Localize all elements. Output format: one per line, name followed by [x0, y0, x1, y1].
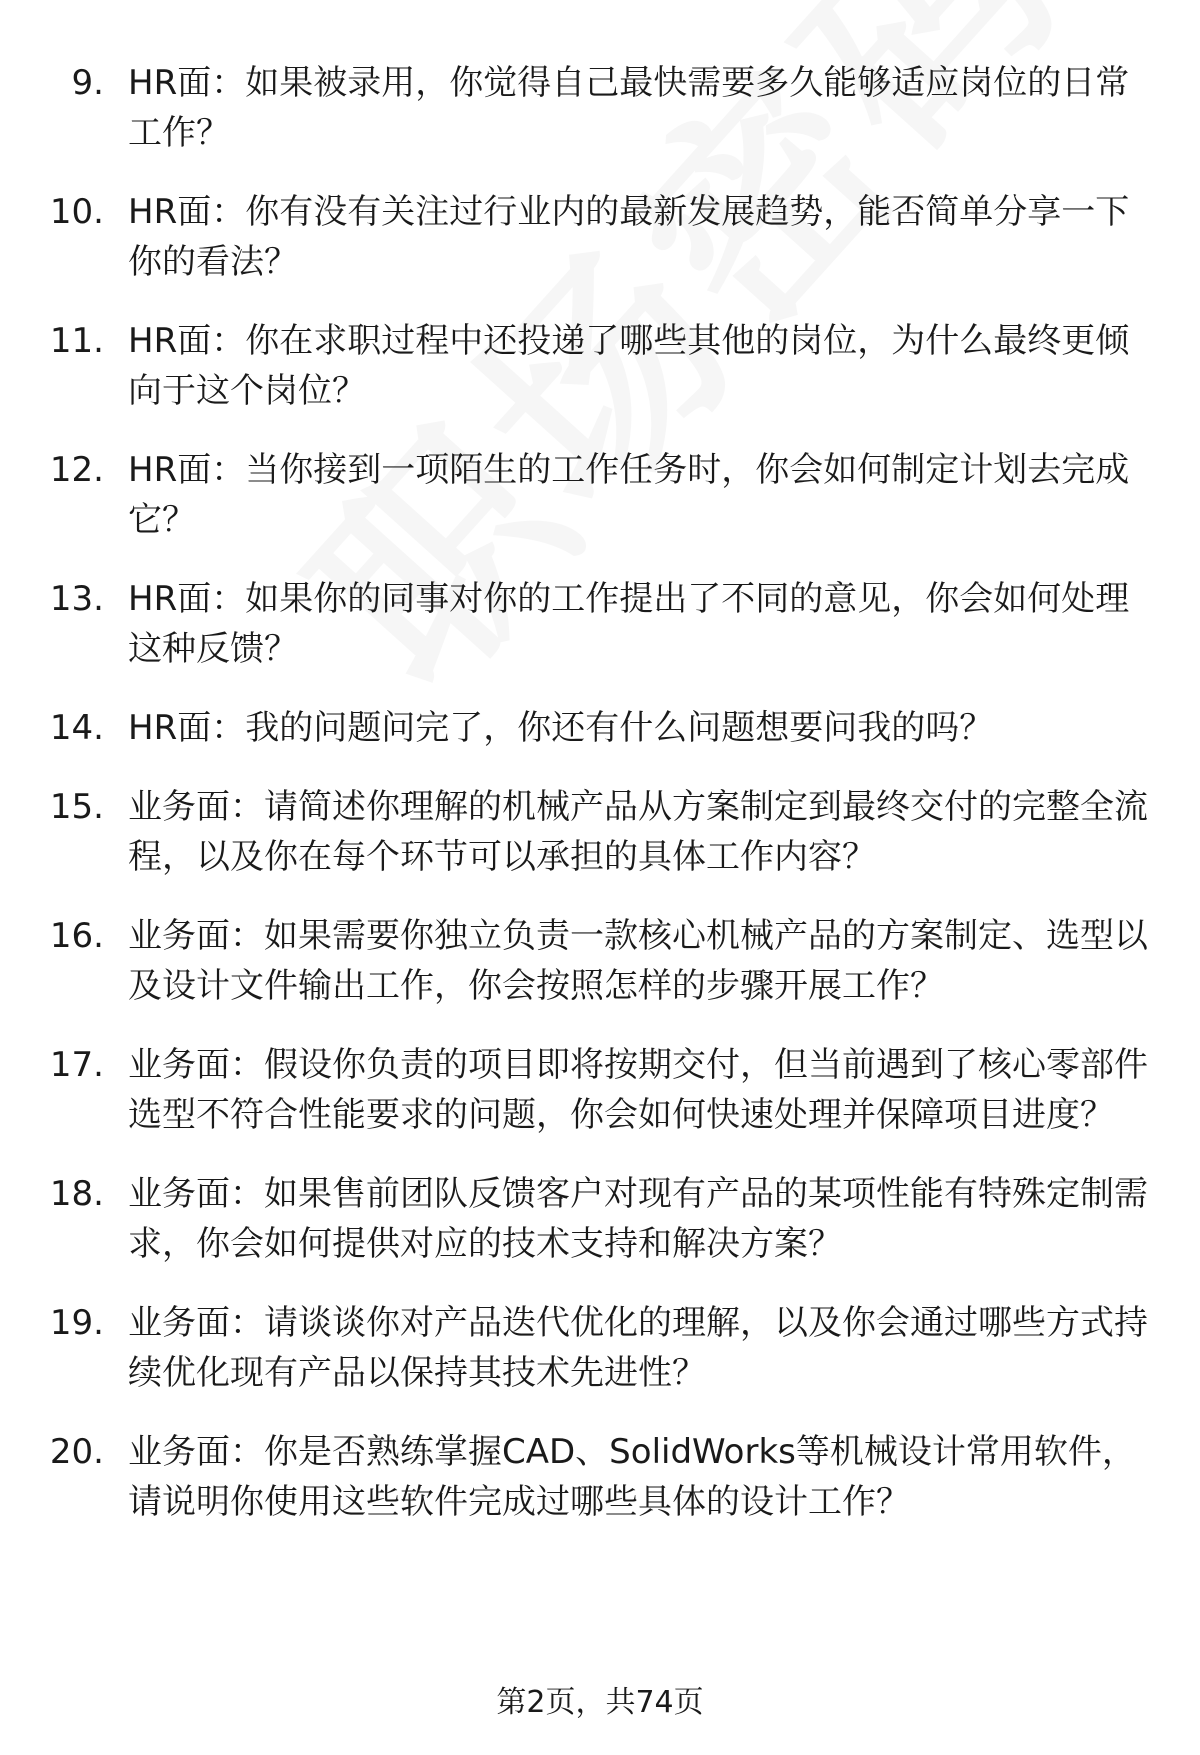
- list-item: [0, 58, 1158, 158]
- question-text: HR面：如果你的同事对你的工作提出了不同的意见，你会如何处理这种反馈？: [128, 579, 1130, 669]
- list-item: [0, 574, 1158, 674]
- question-number: 20.: [49, 1432, 104, 1472]
- question-number: 11.: [49, 321, 104, 361]
- list-item: [0, 187, 1158, 287]
- question-number: 13.: [49, 579, 104, 619]
- question-text: HR面：当你接到一项陌生的工作任务时，你会如何制定计划去完成它？: [128, 450, 1130, 540]
- list-item: [0, 703, 1158, 753]
- question-text: HR面：你在求职过程中还投递了哪些其他的岗位，为什么最终更倾向于这个岗位？: [128, 321, 1130, 411]
- list-item: [0, 1040, 1158, 1140]
- question-text: 业务面：如果售前团队反馈客户对现有产品的某项性能有特殊定制需求，你会如何提供对应的技术支持和解决方案？: [128, 1174, 1148, 1264]
- list-item: [0, 1298, 1158, 1398]
- question-text: 业务面：请简述你理解的机械产品从方案制定到最终交付的完整全流程，以及你在每个环节可以承担的具体工作内容？: [128, 787, 1148, 877]
- question-text: HR面：如果被录用，你觉得自己最快需要多久能够适应岗位的日常工作？: [128, 63, 1130, 153]
- list-item: [0, 316, 1158, 416]
- question-number: 12.: [49, 450, 104, 490]
- question-number: 15.: [49, 787, 104, 827]
- question-text: 业务面：你是否熟练掌握CAD、SolidWorks等机械设计常用软件，请说明你使用这些软件完成过哪些具体的设计工作？: [128, 1432, 1136, 1522]
- list-item: [0, 445, 1158, 545]
- question-number: 19.: [49, 1303, 104, 1343]
- list-item: [0, 1427, 1158, 1527]
- question-text: 业务面：请谈谈你对产品迭代优化的理解，以及你会通过哪些方式持续优化现有产品以保持其技术先进性？: [128, 1303, 1148, 1393]
- question-number: 10.: [49, 192, 104, 232]
- question-list: [0, 58, 1200, 1556]
- question-text: 业务面：如果需要你独立负责一款核心机械产品的方案制定、选型以及设计文件输出工作，你会按照怎样的步骤开展工作？: [128, 916, 1148, 1006]
- question-number: 9.: [71, 63, 104, 103]
- question-text: HR面：你有没有关注过行业内的最新发展趋势，能否简单分享一下你的看法？: [128, 192, 1130, 282]
- page-footer: 第2页，共74页: [496, 1685, 704, 1720]
- question-number: 16.: [49, 916, 104, 956]
- list-item: [0, 911, 1158, 1011]
- question-number: 17.: [49, 1045, 104, 1085]
- list-item: [0, 782, 1158, 882]
- list-item: [0, 1169, 1158, 1269]
- question-text: 业务面：假设你负责的项目即将按期交付，但当前遇到了核心零部件选型不符合性能要求的问题，你会如何快速处理并保障项目进度？: [128, 1045, 1148, 1135]
- question-number: 18.: [49, 1174, 104, 1214]
- question-text: HR面：我的问题问完了，你还有什么问题想要问我的吗？: [128, 708, 994, 748]
- question-number: 14.: [49, 708, 104, 748]
